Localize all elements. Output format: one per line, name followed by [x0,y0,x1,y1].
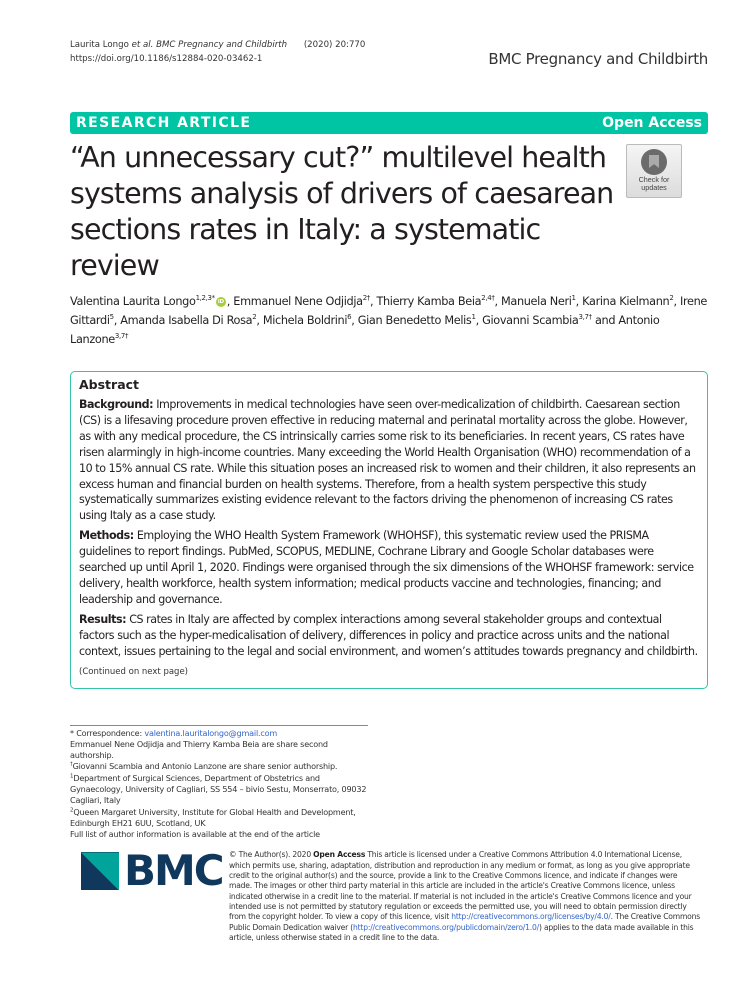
footnote-text: Full list of author information is available at the end of the article [70,829,320,840]
title-row [70,140,708,284]
footnote-text: Department of Surgical Sciences, Department of Obstetrics and Gynaecology, University of Cagliari, SS 554 – bivio Sestu, Monserrato, 09032 Cagliari, Italy [70,772,367,806]
article-title: “An unnecessary cut?” multilevel health systems analysis of drivers of caesarean sections rates in Italy: a systematic review [70,141,614,282]
section-label: Results: [79,612,127,626]
citation-author: Laurita Longo [70,40,129,50]
footnote-sup: 1 [70,773,74,779]
license-text-1: This article is licensed under a Creative Commons Attribution 4.0 International License, which permits use, sharing, adaptation, distribution and reproduction in any medium or format, as long as you give appropriate credit to the original author(s) and the source, provide a link to the Creative Commons licence, and indicate if changes were made. The images or other third party material in this article are included in the article's Creative Commons licence, unless indicated otherwise in a credit line to the material. If material is not included in the article's Creative Commons licence and your intended use is not permitted by statutory regulation or exceeds the permitted use, you will need to obtain permission directly from the copyright holder. To view a copy of this licence, visit [229,850,692,922]
author-affiliation-sup: 3,7† [114,332,129,341]
bmc-logo-mark-icon [81,852,119,890]
author-affiliation-sup: 3,7† [578,313,592,322]
content-column [70,38,708,943]
author-name: Giovanni Scambia [482,314,579,327]
footnote-text: Emmanuel Nene Odjidja and Thierry Kamba Beia are share second authorship. [70,738,328,761]
footnote-item [70,807,370,830]
continued-note: (Continued on next page) [79,666,189,677]
section-text: Employing the WHO Health System Framework (WHOHSF), this systematic review used the PRISMA guidelines to report findings. PubMed, SCOPUS, MEDLINE, Cochrane Library and Google Scholar databases were searched up until April 1, 2020. Findings were organised through the six dimensions of the WHOHSF framework: service delivery, health workforce, health system information; medical products vaccine and technologies, financing; and leadership and governance. [79,529,694,606]
article-type-label: RESEARCH ARTICLE [76,115,252,131]
author-name: Manuela Neri [500,295,572,308]
article-type-banner [70,112,708,134]
bmc-logo [81,846,229,896]
running-header [70,38,400,66]
author-list: Valentina Laurita Longo$^{1,2,3*}$ iD , Emmanuel Nene Odjidja$^{2\dagger}$, Thierry Kamba Beia$^{2,4\dagger}$, Manuela Neri$^1$, Karina Kielmann$^2$, Irene Gittardi$^5$, Amanda Isabella Di Rosa$^2$, Michela Boldrini$^6$, Gian Benedetto Melis$^1$, Giovanni Scambia$^{3,7\dagger}$ and Antonio Lanzone$^{3,7\dagger}$ [70,294,708,346]
footnote-text: Queen Margaret University, Institute for Global Health and Development, Edinburgh EH21 6UU, Scotland, UK [70,806,356,828]
footnote-item [70,739,370,762]
check-for-updates-line1: Check for [638,175,670,184]
correspondence-label: * Correspondence: [70,727,142,738]
author-name: Karina Kielmann [582,295,670,308]
author-affiliation-sup: 1 [471,313,476,322]
footnote-sup: 2 [70,806,74,813]
footnotes [70,728,370,841]
citation-line [70,38,400,52]
copyright: © The Author(s). 2020 [229,850,311,860]
footnote-block [70,725,370,841]
journal-name: BMC Pregnancy and Childbirth [488,50,708,68]
doi-link[interactable]: https://doi.org/10.1186/s12884-020-03462-1 [70,54,263,64]
citation-etal: et al. [131,40,154,50]
author-name: Valentina Laurita Longo [70,295,196,308]
orcid-icon[interactable]: iD [216,297,226,307]
author-name: Irene Gittardi [70,295,708,327]
section-text: CS rates in Italy are affected by complex interactions among several stakeholder groups and contextual factors such as the hyper-medicalisation of delivery, differences in policy and practice across units and the national context, issues pertaining to the legal and social environment, and women’s attitudes towards pregnancy and childbirth. [79,612,698,658]
license-text-2: . The Creative Commons Public Domain Dedication waiver ( [229,912,700,932]
bmc-logo-text: BMC [124,846,223,896]
section-label: Methods: [79,529,134,543]
check-for-updates-line2: updates [641,183,667,192]
bookmark-icon [641,149,667,175]
footnote-item [70,829,370,840]
abstract-methods [79,528,699,608]
correspondence [70,728,370,739]
page-header [70,38,708,100]
author-name: Emmanuel Nene Odjidja [233,295,363,308]
abstract-heading: Abstract [79,377,140,392]
abstract-results [79,612,699,660]
author-affiliation-sup: 2 [669,294,674,303]
author-affiliation-sup: 2,4† [481,294,495,303]
abstract-box [70,371,708,689]
citation-volume: (2020) 20:770 [303,40,366,50]
cc-by-link[interactable]: http://creativecommons.org/licenses/by/4.0/ [451,912,611,922]
author-affiliation-sup: 2† [362,294,370,303]
open-access-label: Open Access [602,115,702,131]
cc0-link[interactable]: http://creativecommons.org/publicdomain/zero/1.0/ [353,922,539,932]
footnote-divider [70,725,368,726]
open-access-bold: Open Access [313,850,366,860]
author-name: Gian Benedetto Melis [357,314,472,327]
author-name: Antonio Lanzone [70,314,660,346]
publisher-footer [70,846,708,943]
abstract-background [79,397,699,524]
footnote-sup: † [70,761,73,768]
section-label: Background: [79,398,154,411]
check-for-updates-button[interactable] [626,144,682,198]
author-affiliation-sup: 1 [571,294,576,303]
citation-journal: BMC Pregnancy and Childbirth [156,40,288,50]
author-affiliation-sup: 1,2,3* [195,294,215,303]
author-name: Amanda Isabella Di Rosa [120,314,253,327]
license-statement [229,850,700,943]
author-affiliation-sup: 6 [347,313,352,322]
footnote-item [70,761,370,772]
footnote-item [70,773,370,807]
footnote-text: Giovanni Scambia and Antonio Lanzone are share senior authorship. [72,761,338,772]
author-affiliation-sup: 2 [252,313,257,322]
author-affiliation-sup: 5 [109,313,114,322]
email-link[interactable]: valentina.lauritalongo@gmail.com [144,727,278,738]
authors-and: and [594,314,616,327]
author-name: Thierry Kamba Beia [376,295,482,308]
license-text-3: ) applies to the data made available in this article, unless otherwise stated in a credit line to the data. [229,922,694,942]
section-text: Improvements in medical technologies have seen over-medicalization of childbirth. Caesarean section (CS) is a lifesaving procedure proven effective in reducing maternal and perinatal mortality across the globe. However, as with any medical procedure, the CS intrinsically carries some risk to its beneficiaries. In recent years, CS rates have risen alarmingly in high-income countries. Many exceeding the World Health Organisation (WHO) recommendation of a 10 to 15% annual CS rate. While this situation poses an increased risk to women and their children, it also represents an excess human and financial burden on health systems. Therefore, from a health system perspective this study systematically summarizes existing evidence relevant to the factors driving the phenomenon of increasing CS rates using Italy as a case study. [79,398,696,523]
author-name: Michela Boldrini [262,314,348,327]
